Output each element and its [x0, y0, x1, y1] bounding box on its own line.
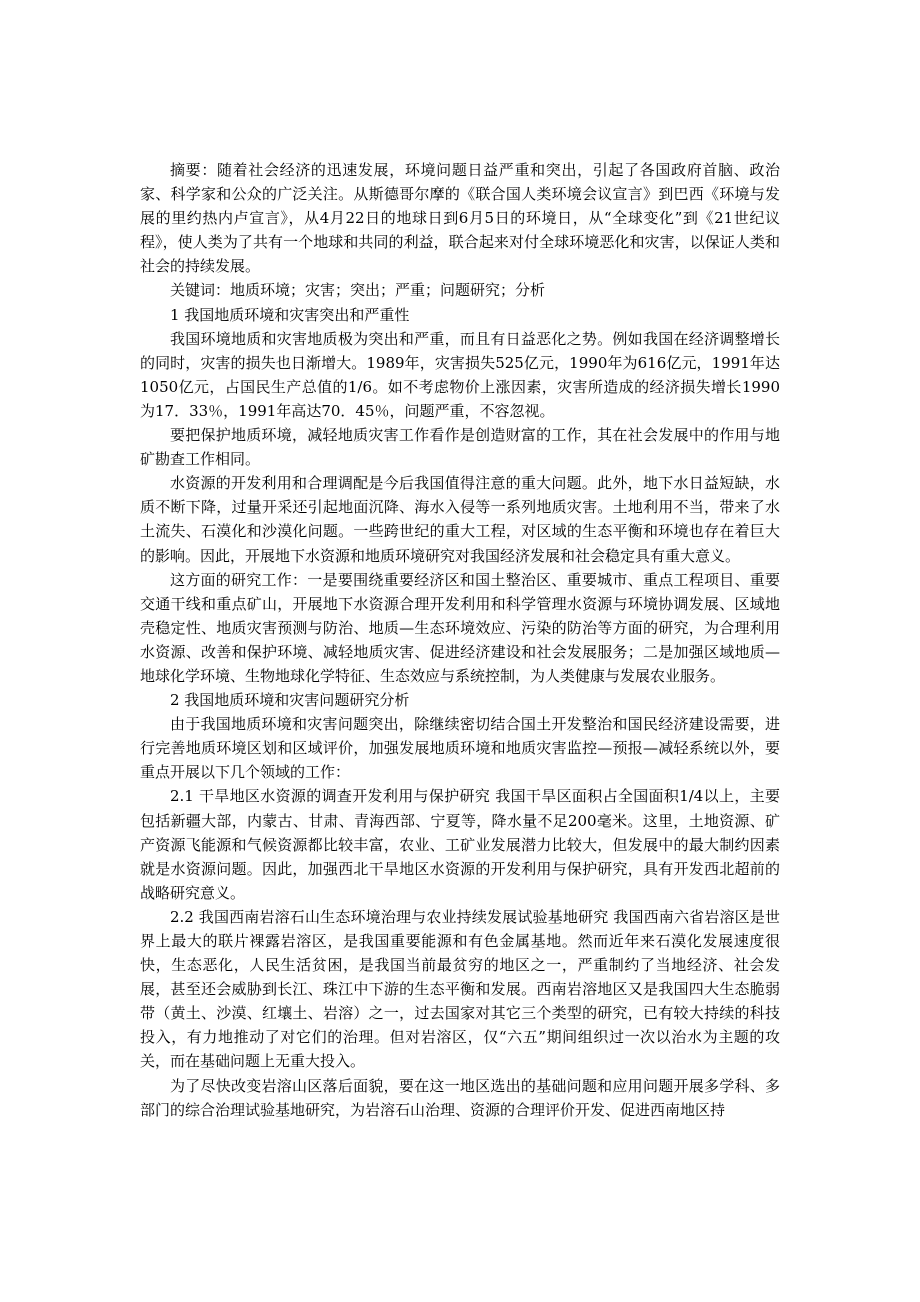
section-1-paragraph-3: 水资源的开发利用和合理调配是今后我国值得注意的重大问题。此外，地下水日益短缺，水质不断下降，过量开采还引起地面沉降、海水入侵等一系列地质灾害。土地利用不当，带来了水土流失、石漠化和沙漠化问题。一些跨世纪的重大工程，对区域的生态平衡和环境也存在着巨大的影响。因此，开展地下水资源和地质环境研究对我国经济发展和社会稳定具有重大意义。: [140, 474, 780, 565]
document-body: [140, 158, 780, 1122]
section-2-heading: 2 我国地质环境和灾害问题研究分析: [170, 691, 410, 710]
abstract-paragraph: 摘要：随着社会经济的迅速发展，环境问题日益严重和突出，引起了各国政府首脑、政治家、科学家和公众的广泛关注。从斯德哥尔摩的《联合国人类环境会议宣言》到巴西《环境与发展的里约热内卢宣言》，从4月22日的地球日到6月5日的环境日，从“全球变化”到《21世纪议程》，使人类为了共有一个地球和共同的利益，联合起来对付全球环境恶化和灾害，以保证人类和社会的持续发展。: [140, 161, 780, 276]
section-2-2-paragraph: 2.2 我国西南岩溶石山生态环境治理与农业持续发展试验基地研究 我国西南六省岩溶区是世界上最大的联片裸露岩溶区，是我国重要能源和有色金属基地。然而近年来石漠化发展速度很快，生态恶化，人民生活贫困，是我国当前最贫穷的地区之一，严重制约了当地经济、社会发展，甚至还会威胁到长江、珠江中下游的生态平衡和发展。西南岩溶地区又是我国四大生态脆弱带（黄土、沙漠、红壤土、岩溶）之一，过去国家对其它三个类型的研究，已有较大持续的科技投入，有力地推动了对它们的治理。但对岩溶区，仅“六五”期间组织过一次以治水为主题的攻关，而在基础问题上无重大投入。: [140, 907, 780, 1071]
section-1-paragraph-2: 要把保护地质环境，减轻地质灾害工作看作是创造财富的工作，其在社会发展中的作用与地矿勘查工作相同。: [140, 426, 780, 469]
section-1-paragraph-4: 这方面的研究工作：一是要围绕重要经济区和国土整治区、重要城市、重点工程项目、重要交通干线和重点矿山，开展地下水资源合理开发利用和科学管理水资源与环境协调发展、区域地壳稳定性、地质灾害预测与防治、地质—生态环境效应、污染的防治等方面的研究，为合理利用水资源、改善和保护环境、减轻地质灾害、促进经济建设和社会发展服务；二是加强区域地质—地球化学环境、生物地球化学特征、生态效应与系统控制，为人类健康与发展农业服务。: [140, 570, 780, 685]
section-2-3-paragraph: 为了尽快改变岩溶山区落后面貌，要在这一地区选出的基础问题和应用问题开展多学科、多部门的综合治理试验基地研究，为岩溶石山治理、资源的合理评价开发、促进西南地区持: [140, 1076, 780, 1119]
keywords-line: 关键词：地质环境；灾害；突出；严重；问题研究；分析: [170, 281, 546, 300]
section-1-heading: 1 我国地质环境和灾害突出和严重性: [170, 305, 410, 324]
section-2-paragraph-1: 由于我国地质环境和灾害问题突出，除继续密切结合国土开发整治和国民经济建设需要，进行完善地质环境区划和区域评价，加强发展地质环境和地质灾害监控—预报—减轻系统以外，要重点开展以下几个领域的工作：: [140, 715, 780, 782]
section-2-1-paragraph: 2.1 干旱地区水资源的调查开发利用与保护研究 我国干旱区面积占全国面积1/4以上，主要包括新疆大部，内蒙古、甘肃、青海西部、宁夏等，降水量不足200毫米。这里，土地资源、矿产资源飞能源和气候资源都比较丰富，农业、工矿业发展潜力比较大，但发展中的最大制约因素就是水资源问题。因此，加强西北干旱地区水资源的开发利用与保护研究，具有开发西北超前的战略研究意义。: [140, 787, 780, 902]
section-1-paragraph-1: 我国环境地质和灾害地质极为突出和严重，而且有日益恶化之势。例如我国在经济调整增长的同时，灾害的损失也日渐增大。1989年，灾害损失525亿元，1990年为616亿元，1991年达1050亿元，占国民生产总值的1/6。如不考虑物价上涨因素，灾害所造成的经济损失增长1990为17．33％，1991年高达70．45％，问题严重，不容忽视。: [140, 329, 780, 420]
